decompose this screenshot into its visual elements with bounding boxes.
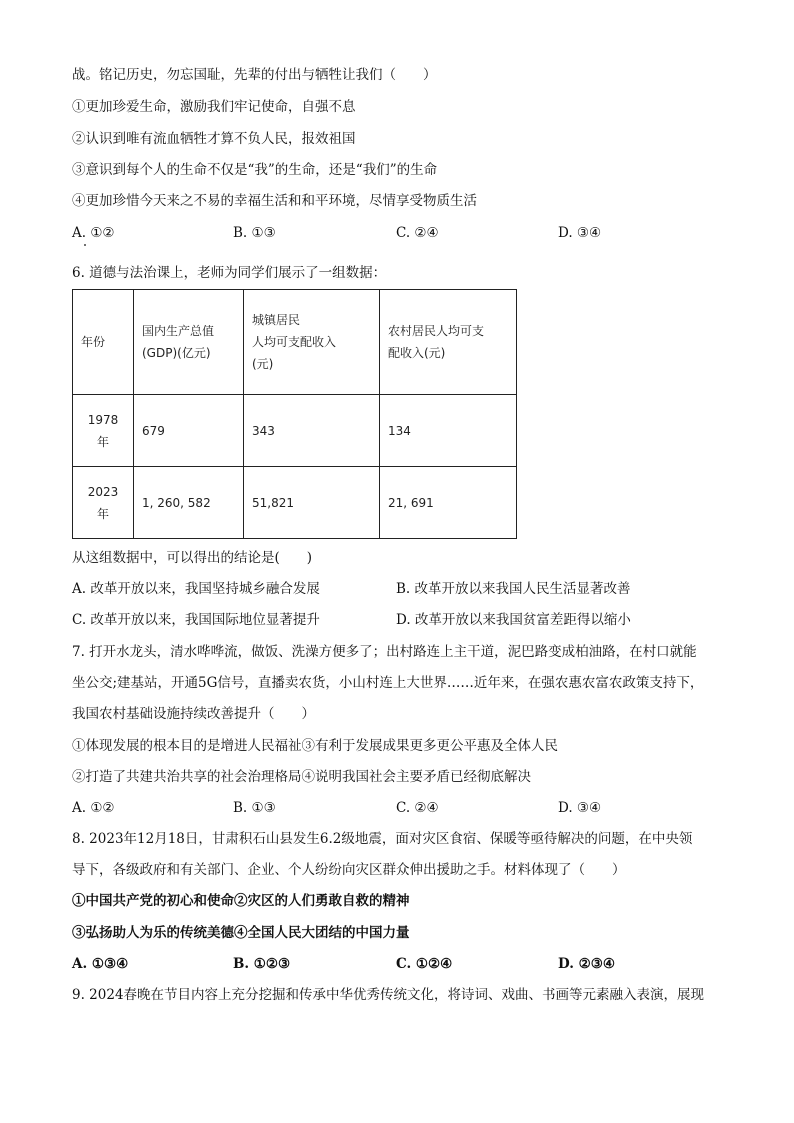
q6-option-d: D. 改革开放以来我国贫富差距得以缩小 [396,612,631,628]
q7-item-1: ①体现发展的根本目的是增进人民福祉③有利于发展成果更多更公平惠及全体人民 [72,738,558,754]
header-year: 年份 [73,290,134,395]
q5-item-1: ①更加珍爱生命，激励我们牢记使命，自强不息 [72,99,356,115]
q5-stem-tail: 战。铭记历史，勿忘国耻，先辈的付出与牺牲让我们（ ） [72,67,437,83]
q8-option-c: C. ①②④ [396,956,453,972]
cell-gdp: 1, 260, 582 [134,467,244,539]
header-rural-income: 农村居民人均可支 配收入(元) [380,290,517,395]
q5-option-c: C. ②④ [396,225,439,241]
q5-option-a: A. ①② [72,225,115,241]
q5-option-b: B. ①③ [233,225,276,241]
q8-stem-line-2: 导下，各级政府和有关部门、企业、个人纷纷向灾区群众伸出援助之手。材料体现了（ ） [72,862,626,878]
q7-stem-line-1: 7. 打开水龙头，清水哗哗流，做饭、洗澡方便多了；出村路连上主干道，泥巴路变成柏油路，在村口就能 [72,644,697,660]
header-urban-income: 城镇居民 人均可支配收入 (元) [244,290,380,395]
q8-option-b: B. ①②③ [233,956,291,972]
q6-option-c: C. 改革开放以来，我国国际地位显著提升 [72,612,320,628]
row-year: 2023 年 [73,467,134,539]
q6-option-a: A. 改革开放以来，我国坚持城乡融合发展 [72,581,320,597]
q6-question: 从这组数据中，可以得出的结论是( ) [72,550,313,566]
q8-item-1: ①中国共产党的初心和使命②灾区的人们勇敢自救的精神 [72,893,410,909]
q5-item-2: ②认识到唯有流血牺牲才算不负人民，报效祖国 [72,131,356,147]
row-year: 1978 年 [73,395,134,467]
q7-option-c: C. ②④ [396,800,439,816]
table-header-row [73,290,517,395]
cell-urban-income: 51,821 [244,467,380,539]
q7-stem-line-2: 坐公交;建基站，开通5G信号，直播卖农货，小山村连上大世界……近年来，在强农惠农富农政策支持下， [72,675,704,691]
q8-option-d: D. ②③④ [558,956,615,972]
header-gdp: 国内生产总值 (GDP)(亿元) [134,290,244,395]
cell-gdp: 679 [134,395,244,467]
q7-option-d: D. ③④ [558,800,602,816]
q9-stem-line-1: 9. 2024春晚在节目内容上充分挖掘和传承中华优秀传统文化，将诗词、戏曲、书画等元素融入表演，展现 [72,987,705,1003]
stray-dot [84,244,86,246]
q5-item-3: ③意识到每个人的生命不仅是“我”的生命，还是“我们”的生命 [72,162,438,178]
table-row [73,467,517,539]
q5-item-4: ④更加珍惜今天来之不易的幸福生活和和平环境，尽情享受物质生活 [72,193,477,209]
q7-stem-line-3: 我国农村基础设施持续改善提升（ ） [72,706,315,722]
q7-item-2: ②打造了共建共治共享的社会治理格局④说明我国社会主要矛盾已经彻底解决 [72,769,531,785]
q8-option-a: A. ①③④ [72,956,129,972]
q6-option-b: B. 改革开放以来我国人民生活显著改善 [396,581,631,597]
q5-option-d: D. ③④ [558,225,602,241]
q8-item-2: ③弘扬助人为乐的传统美德④全国人民大团结的中国力量 [72,925,410,941]
cell-rural-income: 134 [380,395,517,467]
q7-option-a: A. ①② [72,800,115,816]
q6-stem: 6. 道德与法治课上，老师为同学们展示了一组数据： [72,265,387,281]
q7-option-b: B. ①③ [233,800,276,816]
q8-stem-line-1: 8. 2023年12月18日，甘肃积石山县发生6.2级地震，面对灾区食宿、保暖等亟待解决的问题，在中央领 [72,831,693,847]
cell-urban-income: 343 [244,395,380,467]
cell-rural-income: 21, 691 [380,467,517,539]
data-table [72,289,517,539]
table-row [73,395,517,467]
